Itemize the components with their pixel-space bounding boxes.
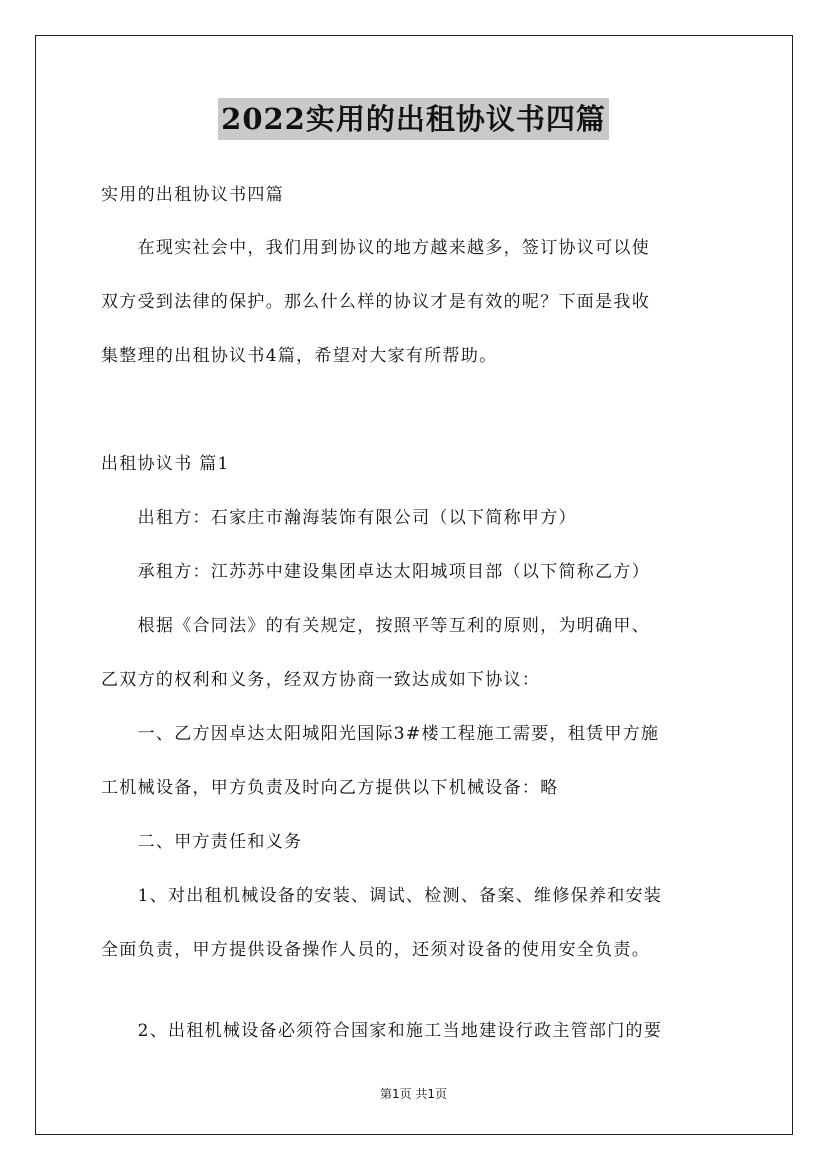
paragraph-line: 2、出租机械设备必须符合国家和施工当地建设行政主管部门的要: [101, 1021, 663, 1041]
paragraph-line: 承租方：江苏苏中建设集团卓达太阳城项目部（以下简称乙方）: [101, 562, 650, 582]
paragraph-line: 双方受到法律的保护。那么什么样的协议才是有效的呢？下面是我收: [101, 292, 650, 312]
paragraph-line: 一、乙方因卓达太阳城阳光国际3#楼工程施工需要，租赁甲方施: [101, 724, 660, 744]
paragraph-line: 出租方：石家庄市瀚海装饰有限公司（以下简称甲方）: [101, 508, 577, 528]
paragraph-line: 在现实社会中，我们用到协议的地方越来越多，签订协议可以使: [101, 238, 650, 258]
paragraph-line: 根据《合同法》的有关规定，按照平等互利的原则，为明确甲、: [101, 616, 650, 636]
paragraph-line: 集整理的出租协议书4篇，希望对大家有所帮助。: [101, 346, 498, 366]
paragraph-line: 全面负责，甲方提供设备操作人员的，还须对设备的使用安全负责。: [101, 940, 650, 960]
subtitle-line: 实用的出租协议书四篇: [101, 185, 284, 205]
section-heading: 出租协议书 篇1: [101, 454, 230, 474]
document-title: 2022实用的出租协议书四篇: [218, 98, 609, 140]
document-title-wrap: [0, 98, 827, 140]
paragraph-line: 二、甲方责任和义务: [101, 832, 303, 852]
paragraph-line: 1、对出租机械设备的安装、调试、检测、备案、维修保养和安装: [101, 886, 663, 906]
paragraph-line: 乙双方的权利和义务，经双方协商一致达成如下协议：: [101, 670, 541, 690]
page-footer: 第1页 共1页: [379, 1087, 448, 1101]
paragraph-line: 工机械设备，甲方负责及时向乙方提供以下机械设备：略: [101, 778, 559, 798]
